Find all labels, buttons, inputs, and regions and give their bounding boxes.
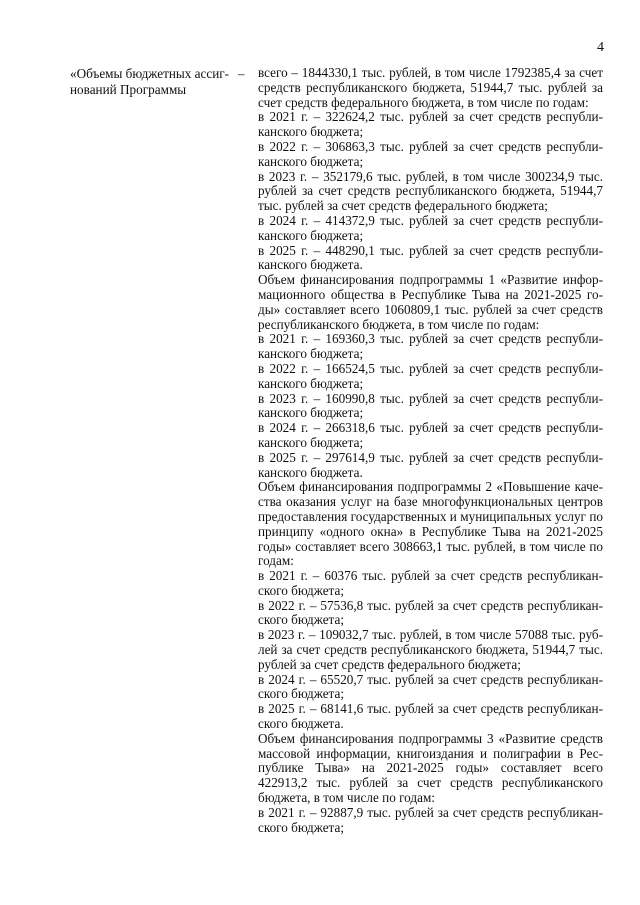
content-line: в 2025 г. – 297614,9 тыс. рублей за счет средств республи- [258, 449, 603, 465]
content-line: в 2024 г. – 65520,7 тыс. рублей за счет средств республикан- [258, 671, 603, 687]
content-line: канского бюджета; [258, 375, 364, 391]
content-line: всего – 1844330,1 тыс. рублей, в том числе 1792385,4 за счет [258, 65, 603, 80]
table-row-content [258, 66, 603, 835]
content-line: в 2024 г. – 414372,9 тыс. рублей за счет средств республи- [258, 212, 603, 228]
content-line: мационного общества в Республике Тыва на 2021-2025 го- [258, 286, 603, 302]
content-line: ства оказания услуг на базе многофункциональных центров [258, 494, 603, 510]
content-line: в 2023 г. – 352179,6 тыс. рублей, в том числе 300234,9 тыс. [258, 168, 603, 184]
content-line: средств республиканского бюджета, 51944,7 тыс. рублей за [258, 79, 603, 95]
content-line: ского бюджета. [258, 716, 344, 732]
table-row-label [70, 66, 238, 98]
content-line: ского бюджета; [258, 819, 344, 835]
page-number: 4 [597, 40, 604, 55]
content-line: в 2022 г. – 306863,3 тыс. рублей за счет средств республи- [258, 138, 603, 154]
content-line: канского бюджета; [258, 434, 364, 450]
content-line: Объем финансирования подпрограммы 2 «Повышение каче- [258, 479, 603, 495]
content-line: ды» составляет всего 1060809,1 тыс. рублей за счет средств [258, 301, 603, 317]
separator-dash: – [238, 66, 245, 81]
content-line: рублей за счет средств федерального бюджета; [258, 656, 521, 672]
content-line: канского бюджета; [258, 124, 364, 140]
content-line: ского бюджета; [258, 582, 344, 598]
content-line: в 2025 г. – 448290,1 тыс. рублей за счет средств республи- [258, 242, 603, 258]
label-line: «Объемы бюджетных ассиг- [70, 66, 230, 81]
content-line: Объем финансирования подпрограммы 1 «Развитие инфор- [258, 272, 603, 288]
label-line: нований Программы [70, 82, 187, 98]
content-line: Объем финансирования подпрограммы 3 «Развитие средств [258, 730, 603, 746]
content-line: канского бюджета; [258, 153, 364, 169]
content-line: массовой информации, книгоиздания и полиграфии в Рес- [258, 745, 603, 761]
content-line: предоставления государственных и муниципальных услуг по [258, 508, 603, 524]
content-line: в 2021 г. – 92887,9 тыс. рублей за счет средств республикан- [258, 804, 603, 820]
content-line: в 2021 г. – 322624,2 тыс. рублей за счет средств республи- [258, 109, 603, 125]
content-line: в 2022 г. – 166524,5 тыс. рублей за счет средств республи- [258, 360, 603, 376]
content-line: годы» составляет всего 308663,1 тыс. рублей, в том числе по [258, 538, 603, 554]
content-line: в 2022 г. – 57536,8 тыс. рублей за счет средств республикан- [258, 597, 603, 613]
content-line: 422913,2 тыс. рублей за счет средств республиканского [258, 775, 603, 791]
content-line: принципу «одного окна» в Республике Тыва на 2021-2025 [258, 523, 603, 539]
content-line: лей за счет средств республиканского бюджета, 51944,7 тыс. [258, 642, 603, 658]
content-line: в 2023 г. – 109032,7 тыс. рублей, в том числе 57088 тыс. руб- [258, 627, 603, 643]
content-line: годам: [258, 553, 294, 569]
content-line: канского бюджета; [258, 405, 364, 421]
content-line: в 2021 г. – 60376 тыс. рублей за счет средств республикан- [258, 568, 603, 584]
content-line: в 2025 г. – 68141,6 тыс. рублей за счет средств республикан- [258, 701, 603, 717]
content-line: рублей за счет средств республиканского бюджета, 51944,7 [258, 183, 603, 199]
content-line: счет средств федерального бюджета, в том числе по годам: [258, 94, 589, 110]
content-line: тыс. рублей за счет средств федерального бюджета; [258, 198, 548, 214]
content-line: ского бюджета; [258, 612, 344, 628]
content-line: канского бюджета. [258, 257, 363, 273]
content-line: ского бюджета; [258, 686, 344, 702]
content-line: в 2023 г. – 160990,8 тыс. рублей за счет средств республи- [258, 390, 603, 406]
content-line: в 2024 г. – 266318,6 тыс. рублей за счет средств республи- [258, 420, 603, 436]
content-line: в 2021 г. – 169360,3 тыс. рублей за счет средств республи- [258, 331, 603, 347]
content-line: канского бюджета; [258, 346, 364, 362]
content-line: канского бюджета; [258, 227, 364, 243]
content-line: канского бюджета. [258, 464, 363, 480]
content-line: бюджета, в том числе по годам: [258, 790, 435, 806]
content-line: публике Тыва» на 2021-2025 годы» составляет всего [258, 760, 603, 776]
content-line: республиканского бюджета, в том числе по годам: [258, 316, 540, 332]
